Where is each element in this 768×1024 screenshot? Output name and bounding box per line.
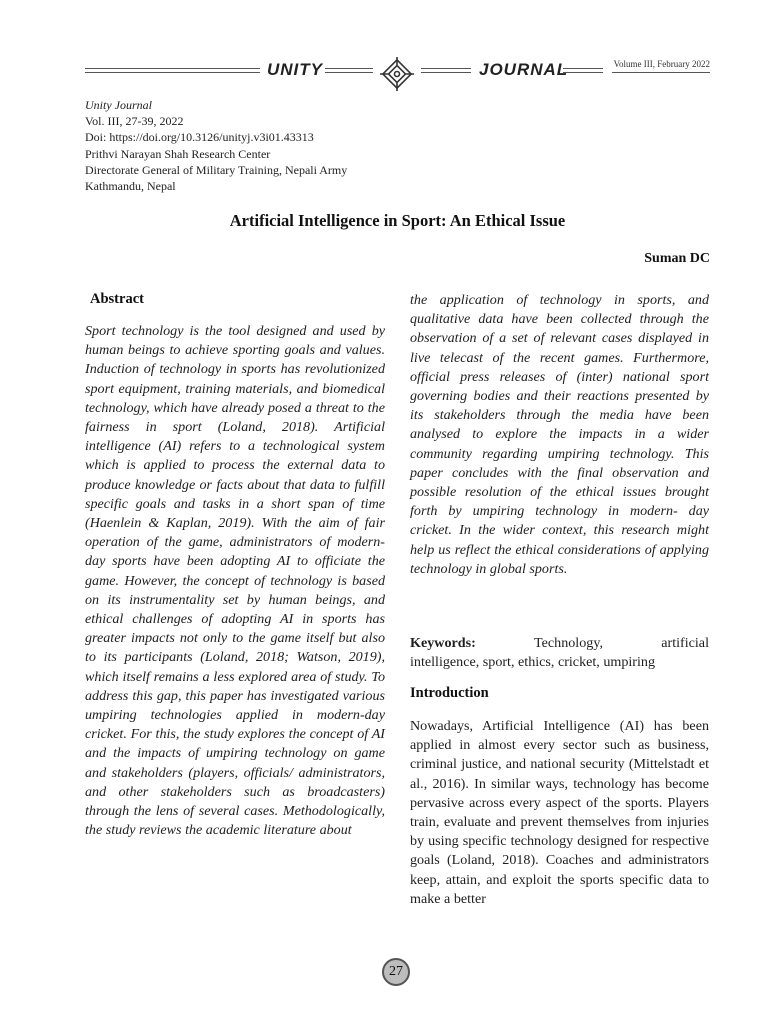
header-rule [85, 68, 260, 69]
header-rule [563, 72, 603, 73]
keyword-artificial: artificial [661, 635, 709, 651]
header-rule [325, 68, 373, 69]
abstract-left-column [85, 322, 385, 840]
header-rule [421, 72, 471, 73]
meta-volume: Vol. III, 27-39, 2022 [85, 114, 184, 129]
meta-doi[interactable]: Doi: https://doi.org/10.3126/unityj.v3i01.43313 [85, 130, 314, 145]
page-number: 27 [382, 958, 410, 986]
meta-location: Kathmandu, Nepal [85, 179, 176, 194]
header-journal: JOURNAL [479, 60, 569, 79]
abstract-text-left: Sport technology is the tool designed and used by human beings to achieve sporting goals and values. Induction of technology in sports has revolutionized sport equipment, training materials, and biomedical technology, which have already posed a threat to the fairness in sport (Loland, 2018). Artificial intelligence (AI) refers to a technological system which is applied to process the external data to produce knowledge or facts about that data to fulfill specific goals and tasks in a short span of time (Haenlein & Kaplan, 2019). With the aim of fair operation of the game, administrators of modern-day sports have been adopting AI to officiate the game. However, the concept of technology is based on its instrumentality set by human beings, and ethical challenges of adopting AI in sports has greater impacts not only to the game itself but also to its participants (Loland, 2018; Watson, 2019), which itself remains a less explored area of study. To address this gap, this paper has investigated various umpiring technologies applied in modern-day cricket. For this, the study explores the concept of AI and the impacts of umpiring technology on game and stakeholders (players, officials/ administrators, and other stakeholders such as broadcasters) through the lens of several cases. Methodologically, the study reviews the academic literature about [85, 323, 385, 839]
keywords [410, 634, 709, 672]
keywords-rest: intelligence, sport, ethics, cricket, umpiring [410, 654, 656, 671]
meta-journal: Unity Journal [85, 98, 152, 112]
abstract-heading: Abstract [90, 291, 144, 307]
introduction-text: Nowadays, Artificial Intelligence (AI) has been applied in almost every sector such as business, criminal justice, and national security (Mittelstadt et al., 2016). In similar ways, technology has become pervasive across every aspect of the sports. Players train, evaluate and prevent themselves from injuries by using specific technology designed for respective goals (Loland, 2018). Coaches and administrators keep, attain, and exploit the sports specific data to make a better [410, 718, 709, 907]
journal-header [85, 52, 710, 96]
introduction-column [410, 717, 709, 909]
header-rule [325, 72, 373, 73]
meta-affiliation-2: Directorate General of Military Training, Nepali Army [85, 162, 348, 177]
introduction-heading: Introduction [410, 685, 489, 701]
journal-logo-icon [375, 52, 419, 96]
header-rule [85, 72, 260, 73]
header-unity: UNITY [267, 60, 323, 79]
header-rule [563, 68, 603, 69]
abstract-right-column [410, 291, 709, 579]
article-metadata [85, 97, 347, 194]
keywords-label: Keywords: [410, 635, 476, 651]
header-volume: Volume III, February 2022 [613, 59, 710, 69]
abstract-text-right: the application of technology in sports, and qualitative data have been collected through the observation of a set of relevant cases displayed in live telecast of the recent games. Furthermore, official press releases of (inter) national sport governing bodies and their reactions presented by its stakeholders through the media have been analysed to explore the impacts in a wider community regarding umpiring technology. This paper concludes with the final observation and possible resolution of the ethical issues brought forth by umpiring technology in modern- day cricket. In the wider context, this research might help us reflect the ethical considerations of applying technology in global sports. [410, 292, 709, 577]
article-title: Artificial Intelligence in Sport: An Ethical Issue [229, 211, 566, 230]
header-rule [421, 68, 471, 69]
meta-affiliation-1: Prithvi Narayan Shah Research Center [85, 146, 271, 161]
header-rule [612, 72, 710, 73]
article-author: Suman DC [644, 251, 710, 266]
keyword-technology: Technology, [534, 635, 603, 651]
